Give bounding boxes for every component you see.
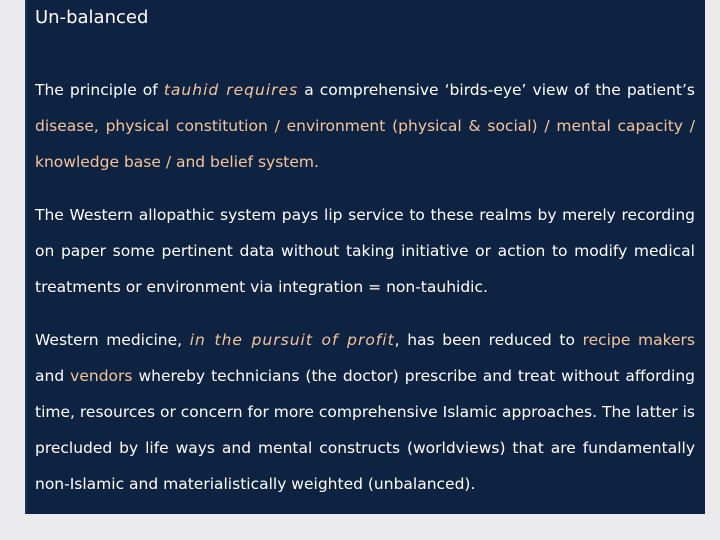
- slide: [25, 0, 705, 514]
- slide-body: [35, 72, 695, 519]
- p1-highlight-tauhid: tauhid requires: [163, 81, 299, 99]
- p3-text-4: whereby technicians (the doctor) prescribe and treat without affording time, resources or concern for more comprehensive Islamic approaches. The latter is precluded by life ways and mental constructs (worldviews) that are fundamentally non-Islamic and materialistically weighted (unbalanced).: [35, 367, 695, 493]
- paragraph-western-medicine: [35, 322, 695, 502]
- p1-highlight-disease: disease, physical constitution / environment (physical & social) / mental capacity / knowledge base / and belief system.: [35, 117, 695, 171]
- p3-text-1: Western medicine,: [35, 331, 183, 349]
- p3-highlight-profit: in the pursuit of profit: [189, 331, 395, 349]
- slide-title: Un-balanced: [35, 7, 149, 28]
- p3-highlight-recipe-makers: recipe makers: [582, 331, 695, 349]
- p3-text-2: , has been reduced to: [394, 331, 575, 349]
- p3-text-3: and: [35, 367, 65, 385]
- paragraph-western-system: The Western allopathic system pays lip service to these realms by merely recording on paper some pertinent data without taking initiative or action to modify medical treatments or environment via integration = non-tauhidic.: [35, 206, 695, 296]
- p1-text-1: The principle of: [35, 81, 158, 99]
- paragraph-tauhid: [35, 72, 695, 180]
- p3-highlight-vendors: vendors: [70, 367, 133, 385]
- p1-text-2: a comprehensive ‘birds-eye’ view of the patient’s: [304, 81, 695, 99]
